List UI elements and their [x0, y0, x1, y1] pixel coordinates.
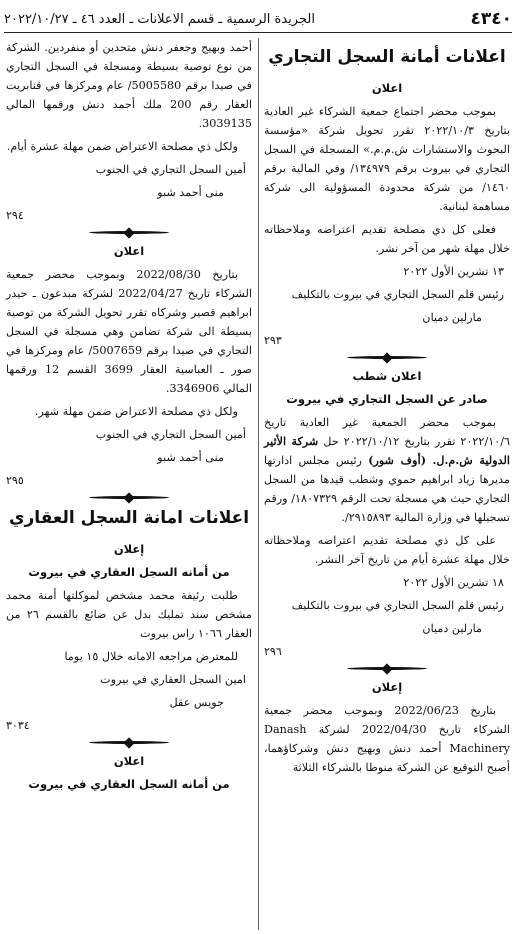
- ad-objection: على كل ذي مصلحة تقديم اعتراضه وملاحظاته خلال مهلة عشرة أيام من تاريخ آخر النشر.: [264, 534, 510, 566]
- separator-ornament: [6, 496, 252, 499]
- signer-name: منى أحمد شبو: [157, 451, 224, 464]
- ad-title: اعلان شطب: [352, 369, 422, 383]
- ad-number: ٣٠٣٤: [6, 719, 30, 732]
- ad-title: اعلان: [113, 754, 145, 768]
- ad-objection: للمعترض مراجعه الامانه خلال ١٥ يوما: [64, 650, 238, 663]
- signer-title: رئيس قلم السجل التجاري في بيروت بالتكليف: [291, 288, 504, 301]
- ad-number: ٢٩٦: [264, 645, 282, 658]
- page-number: ٤٣٤٠: [470, 9, 512, 29]
- signer-name: مارلين دميان: [422, 622, 482, 635]
- company-name: شركة الأثير الدولية ش.م.ل. (أوف شور): [264, 434, 511, 467]
- ad-objection: فعلى كل ذي مصلحة تقديم اعتراضه وملاحظاته خلال مهلة شهر من آخر نشر.: [264, 223, 510, 255]
- ad-number: ٢٩٤: [6, 209, 24, 222]
- separator-ornament: [6, 741, 252, 744]
- separator-ornament: [264, 667, 510, 670]
- ad-title: اعلان: [371, 81, 403, 95]
- ad-subtitle: من أمانه السجل العقاري في بيروت: [28, 777, 230, 791]
- signer-title: امين السجل العقاري في بيروت: [100, 673, 246, 686]
- right-column: [264, 38, 510, 781]
- ad-title: اعلان: [113, 244, 145, 258]
- ad-subtitle: من أمانه السجل العقاري في بيروت: [28, 565, 230, 579]
- section-title-commercial-registry: اعلانات أمانة السجل التجاري: [268, 47, 506, 67]
- ad-body: بتاريخ 2022/08/30 وبموجب محضر جمعية الشركاء تاريخ 2022/04/27 لشركة مبدعون ـ حيدر ابراهيم قصير وشركاه تقرر تحويل الشركة من توصية بسيطة الى شركة تضامن وهي مسجلة في السجل التجاري في صيدا برقم 5007659/ عام ومركزها في صور ـ العباسية العقار 3699 القسم 12 ورقمها المالي 3346906.: [6, 268, 253, 395]
- ad-title: إعلان: [371, 680, 403, 694]
- signer-name: جويس عقل: [169, 696, 224, 709]
- ad-body: طلبت رئيفة محمد مشخص لموكلتها أمنة محمد مشخص سند تمليك بدل عن ضائع بالقسم ٢٦ من العقار ١٠٦٦ راس بيروت: [6, 589, 252, 640]
- section-title-land-registry: اعلانات امانة السجل العقاري: [8, 508, 250, 528]
- ad-date: ١٨ تشرين الأول ٢٠٢٢: [403, 576, 504, 589]
- separator-ornament: [6, 231, 252, 234]
- ad-body: بموجب محضر الجمعية غير العادية تاريخ ٢٠٢٢/١٠/٦ تقرر بتاريخ ٢٠٢٢/١٠/١٢ حل شركة الأثير الدولية ش.م.ل. (أوف شور) رئيس مجلس ادارتها مديرها زياد ابراهيم حموي وشطب قيدها من السجل التجاري حيث هي مسجلة تحت الرقم ١٨٠٧٣٢٩/ ورقم تسجيلها في وزارة المالية ٢٩١٥٨٩٣/.: [264, 416, 511, 524]
- ad-number: ٢٩٣: [264, 334, 282, 347]
- signer-name: مارلين دميان: [422, 311, 482, 324]
- signer-title: أمين السجل التجاري في الجنوب: [95, 428, 246, 441]
- left-column: [6, 38, 252, 798]
- ad-title: إعلان: [113, 542, 145, 556]
- page-header: [4, 8, 512, 33]
- ad-subtitle: صادر عن السجل التجاري في بيروت: [286, 392, 488, 406]
- ad-number: ٢٩٥: [6, 474, 24, 487]
- signer-title: أمين السجل التجاري في الجنوب: [95, 163, 246, 176]
- separator-ornament: [264, 356, 510, 359]
- ad-body: أحمد وبهيج وجعفر دنش متحدين أو منفردين. الشركة من نوع توصية بسيطة ومسجلة في السجل التجاري في صيدا برقم 5005580/ عام ومركزها في قنابريت العقار رقم 200 ملك أحمد دنش ورقمها المالي 3039135.: [6, 41, 252, 130]
- ad-objection: ولكل ذي مصلحة الاعتراض ضمن مهلة شهر.: [34, 405, 238, 418]
- ad-body: بموجب محضر اجتماع جمعية الشركاء غير العادية بتاريخ ٢٠٢٢/١٠/٣ تقرر تحويل شركة «مؤسسة البحوث والاستشارات ش.م.م.» المسجلة في السجل التجاري في بيروت برقم ١٣٤٩٧٩/ وفي المالية برقم ١٤٦٠/ من شركة محدودة المسؤولية الى شركة مساهمة لبنانية.: [264, 105, 510, 213]
- ad-objection: ولكل ذي مصلحة الاعتراض ضمن مهلة عشرة أيام.: [6, 140, 238, 153]
- ad-body: بتاريخ 2022/06/23 وبموجب محضر جمعية الشركاء تاريخ 2022/04/30 لشركة Danash Machinery أحمد دنش وبهيج دنش وشركاؤهما، أصبح التوقيع عن الشركة منوطا بالشركاء الثلاثة: [264, 704, 510, 774]
- ad-date: ١٣ تشرين الأول ٢٠٢٢: [403, 265, 504, 278]
- signer-title: رئيس قلم السجل التجاري في بيروت بالتكليف: [291, 599, 504, 612]
- column-divider: [258, 38, 259, 930]
- page-title: الجريدة الرسمية ـ قسم الاعلانات ـ العدد ٤٦ ـ ٢٠٢٢/١٠/٢٧: [4, 11, 315, 27]
- signer-name: منى أحمد شبو: [157, 186, 224, 199]
